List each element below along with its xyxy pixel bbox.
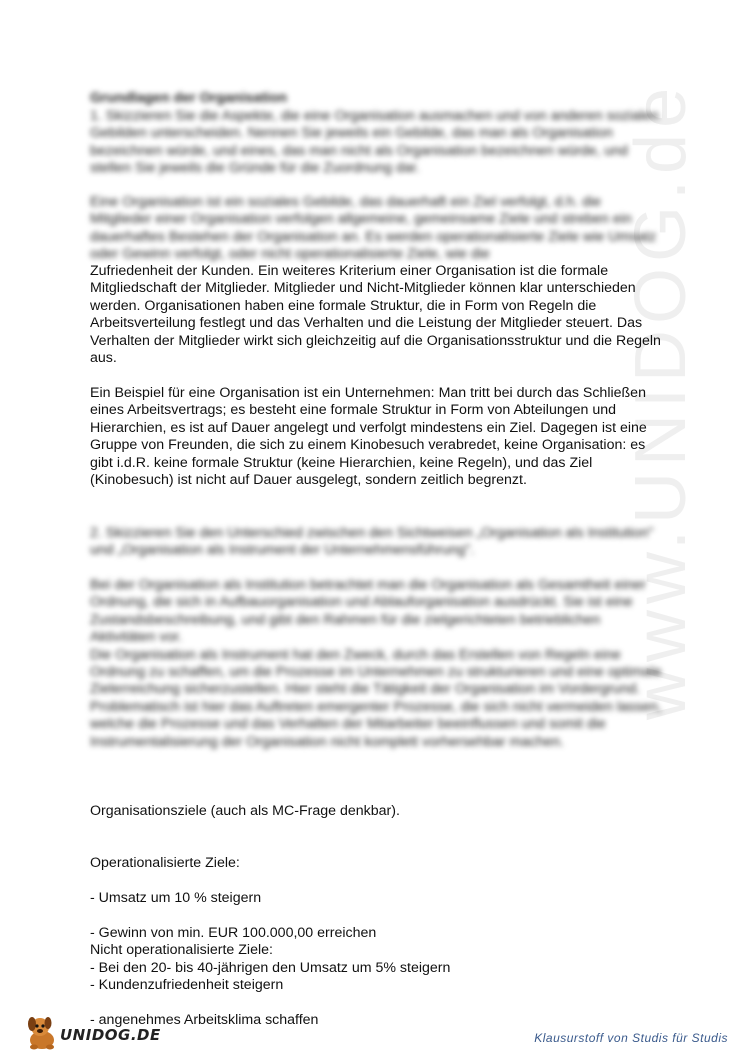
non-operational-goals-heading: Nicht operationalisierte Ziele: — [90, 942, 273, 959]
logo-text: UNIDOG.DE — [60, 1026, 161, 1044]
operational-goal-item: - Gewinn von min. EUR 100.000,00 erreichen — [90, 925, 377, 942]
operational-goal-item: - Bei den 20- bis 40-jährigen den Umsatz um 5% steigern — [90, 959, 451, 976]
answer-1-start: Eine Organisation ist ein soziales Gebilde, das dauerhaft ein Ziel verfolgt, d.h. die Mitglieder einer Organisation verfolgen allgemeine, gemeinsame Ziele und streben ein dauerhaftes Bestehen der Organisation an. Es werden operationalisierte Ziele wie Umsatz oder Gewinn verfolgt, oder nicht operationalisierte Ziele, wie die — [90, 194, 657, 263]
question-2: 2. Skizzieren Sie den Unterschied zwischen den Sichtweisen „Organisation als Institution" und „Organisation als Instrument der Unternehmensführung". — [90, 525, 654, 559]
question-1: 1. Skizzieren Sie die Aspekte, die eine Organisation ausmachen und von anderen sozialen Gebilden unterscheiden. Nennen Sie jeweils ein Gebilde, das man als Organisation bezeichnen würde, und eines, das man nicht als Organisation bezeichnen würde, und stellen Sie jeweils die Gründe für die Zuordnung dar. — [90, 108, 659, 177]
operational-goals-heading: Operationalisierte Ziele: — [90, 855, 240, 872]
unidog-logo — [22, 1012, 162, 1052]
answer-1-example: Ein Beispiel für eine Organisation ist ein Unternehmen: Man tritt bei durch das Schließen eines Arbeitsvertrags; es besteht eine formale Struktur in Form von Abteilungen und Hierarchien, es ist auf Dauer angelegt und verfolgt mindestens ein Ziel. Dagegen ist eine Gruppe von Freunden, die sich zu einem Kinobesuch verabredet, keine Organisation: es gibt i.d.R. keine formale Struktur (keine Hierarchien, keine Regeln), und das Ziel (Kinobesuch) ist nicht auf Dauer ausgelegt, sondern zeitlich begrenzt. — [90, 385, 647, 489]
footer-slogan: Klausurstoff von Studis für Studis — [534, 1031, 728, 1045]
watermark-text: www.UNIDOG.de — [621, 81, 701, 720]
non-operational-goals — [90, 925, 665, 1047]
non-operational-goal-item: - Kundenzufriedenheit steigern — [90, 977, 284, 994]
question-3-rest: Organisationsziele (auch als MC-Frage denkbar). — [90, 803, 400, 819]
operational-goal-item: - Umsatz um 10 % steigern — [90, 890, 262, 907]
answer-1-criteria: Zufriedenheit der Kunden. Ein weiteres Kriterium einer Organisation ist die formale Mitgliedschaft der Mitglieder. Mitglieder und Nicht-Mitglieder können klar unterschieden werden. Organisationen haben eine formale Struktur, die in Form von Regeln die Arbeitsverteilung festlegt und das Verhalten und die Leistung der Mitglieder steuert. Das Verhalten der Mitglieder wirkt sich gleichzeitig auf die Organisationsstruktur und die Regeln aus. — [90, 263, 661, 367]
dog-mascot-icon — [22, 1012, 62, 1052]
answer-2: Bei der Organisation als Institution betrachtet man die Organisation als Gesamtheit einer Ordnung, die sich in Aufbauorganisation und Ablauforganisation ausdrückt. Sie ist eine Zustandsbeschreibung, und gibt den Rahmen für die zielgerichteten betrieblichen Aktivitäten vor. Die Organisation als Instrument hat den Zweck, durch das Erstellen von Regeln eine Ordnung zu schaffen, um die Prozesse im Unternehmen zu strukturieren und eine optimale Zielerreichung sicherzustellen. Hier steht die Tätigkeit der Organisation im Vordergrund. Problematisch ist hier das Auftreten emergenter Prozesse, die sich nicht vermeiden lassen, welche die Prozesse und das Verhalten der Mitarbeiter beeinflussen und somit die Instrumentalisierung der Organisation nicht komplett vorhersehbar machen. — [90, 577, 662, 750]
section-heading: Grundlagen der Organisation — [90, 90, 288, 106]
non-operational-goal-item: - angenehmes Arbeitsklima schaffen — [90, 1012, 319, 1029]
